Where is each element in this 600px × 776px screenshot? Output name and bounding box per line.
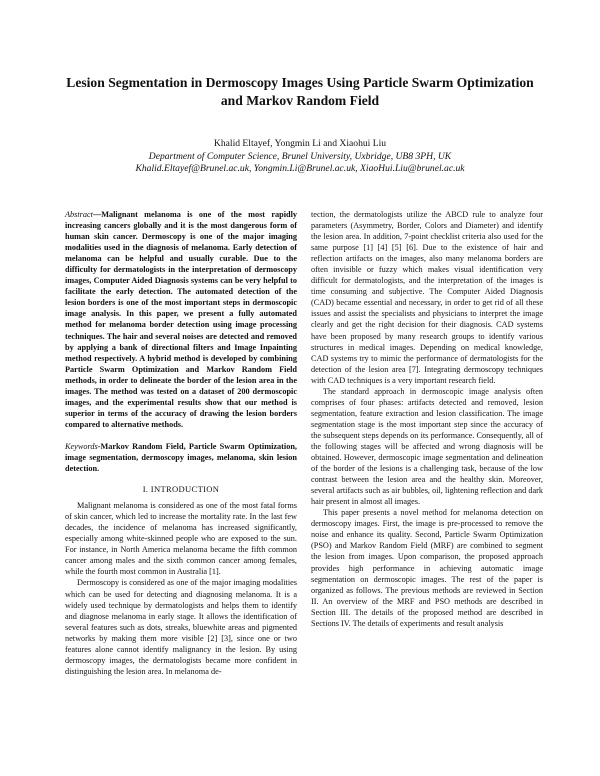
abstract-lead: Abstract xyxy=(65,210,93,219)
author-block xyxy=(60,138,540,176)
author-emails: Khalid.Eltayef@Brunel.ac.uk, Yongmin.Li@Brunel.ac.uk, XiaoHui.Liu@brunel.ac.uk xyxy=(135,163,465,174)
keywords-text: -Markov Random Field, Particle Swarm Optimization, image segmentation, dermoscopy images, melanoma, skin lesion detection. xyxy=(65,441,297,474)
right-column xyxy=(311,209,543,629)
body-paragraph: This paper presents a novel method for melanoma detection on dermoscopy images. First, the image is pre-processed to remove the noise and enhance its quality. Second, Particle Swarm Optimization (PSO) and Markov Random Field (MRF) are combined to segment the lesion from images. Upon comparison, the proposed approach provides high performance in achieving automatic image segmentation on dermoscopic images. The rest of the paper is organized as follows. The previous methods are reviewed in Section II. An overview of the MRF and PSO methods are described in Section III. The details of the proposed method are described in Sections IV. The details of experiments and result analysis xyxy=(311,508,543,628)
left-column xyxy=(65,209,297,677)
author-affiliation: Department of Computer Science, Brunel University, Uxbridge, UB8 3PH, UK xyxy=(148,150,452,162)
section-number: I. xyxy=(142,484,149,495)
section-heading-introduction xyxy=(65,484,297,495)
abstract xyxy=(65,209,297,430)
keywords xyxy=(65,441,297,474)
section-title-rest: NTRODUCTION xyxy=(153,484,220,495)
body-paragraph: Malignant melanoma is considered as one of the most fatal forms of skin cancer, which led to increase the mortality rate. In the last few decades, the incidence of melanoma has increased significantly, especially among white-skinned people who are exposed to the sun. For instance, in North America melanoma became the fifth common cancer among males and the sixth common cancer among females, while the fourth most common in Australia [1]. xyxy=(65,501,297,577)
abstract-text: —Malignant melanoma is one of the most rapidly increasing cancers globally and it is the most dangerous form of human skin cancer. Dermoscopy is one of the major imaging modalities used in the diagnosis of melanoma. Early detection of melanoma can be helpful and usually curable. Due to the difficulty for dermatologists in the interpretation of dermoscopy images, Computer Aided Diagnosis systems can be very helpful to facilitate the early detection. The automated detection of the lesion borders is one of the most important steps in dermoscopic image analysis. In this paper, we present a fully automated method for melanoma border detection using image processing techniques. The hair and several noises are detected and removed by applying a bank of directional filters and Image Inpainting method respectively. A hybrid method is developed by combining Particle Swarm Optimization and Markov Random Field methods, in order to delineate the border of the lesion area in the images. The method was tested on a dataset of 200 dermoscopic images, and the experimental results show that our method is superior in terms of the accuracy of drawing the lesion borders compared to alternative methods. xyxy=(65,210,297,429)
section-title-initial: I xyxy=(150,484,154,495)
author-names: Khalid Eltayef, Yongmin Li and Xiaohui Liu xyxy=(213,138,387,149)
body-paragraph: tection, the dermatologists utilize the ABCD rule to analyze four parameters (Asymmetry, Border, Colors and Diameter) and identify the lesion area. In addition, 7-point checklist criteria also used for the same purpose [1] [4] [5] [6]. Due to the existence of hair and reflection artifacts on the images, also many melanoma borders are often invisible or fuzzy which makes visual identification very difficult for dermatologists, and the interpretation of the images is time consuming and subjective. The Computer Aided Diagnosis (CAD) became essential and necessary, in order to get rid of all these issues and assist the specialists and physicians to interpret the image clearly and get the right decision for their diagnosis. CAD systems have been proposed by many research groups to identify various structures in medical images. Depending on medical knowledge, CAD systems try to mimic the performance of dermatologists for the detection of the lesion area [7]. Integrating dermoscopy techniques with CAD techniques is a very important research field. xyxy=(311,210,543,385)
paper-title: Lesion Segmentation in Dermoscopy Images Using Particle Swarm Optimization and Markov Random Field xyxy=(66,75,534,108)
body-paragraph: The standard approach in dermoscopic image analysis often comprises of four phases: artifacts detected and removed, lesion segmentation, feature extraction and lesion classification. The image segmentation stage is the most important step since the accuracy of the subsequent steps depends on its performance. Consequently, all of the following stages will be affected and wrong diagnosis will be obtained. However, dermoscopic image segmentation and delineation of the border of the lesions is a challenging task, because of the low contrast between the lesion area and the healthy skin. Moreover, several artifacts such as air bubbles, oil, lightening reflection and dark hair present in almost all images. xyxy=(311,386,543,507)
keywords-lead: Keywords xyxy=(65,441,98,451)
body-paragraph: Dermoscopy is considered as one of the major imaging modalities which can be used for detecting and diagnosing melanoma. It is a widely used technique by dermatologists and helps them to identify and diagnose melanoma in early stage. It allows the identification of several features such as dots, streaks, bluewhite areas and pigmented networks by making them more visible [2] [3], since one or two features alone cannot identify malignancy in the lesion. By using dermoscopy images, the dermatologists became more confident in distinguishing the lesion area. In melanoma de- xyxy=(65,578,297,676)
